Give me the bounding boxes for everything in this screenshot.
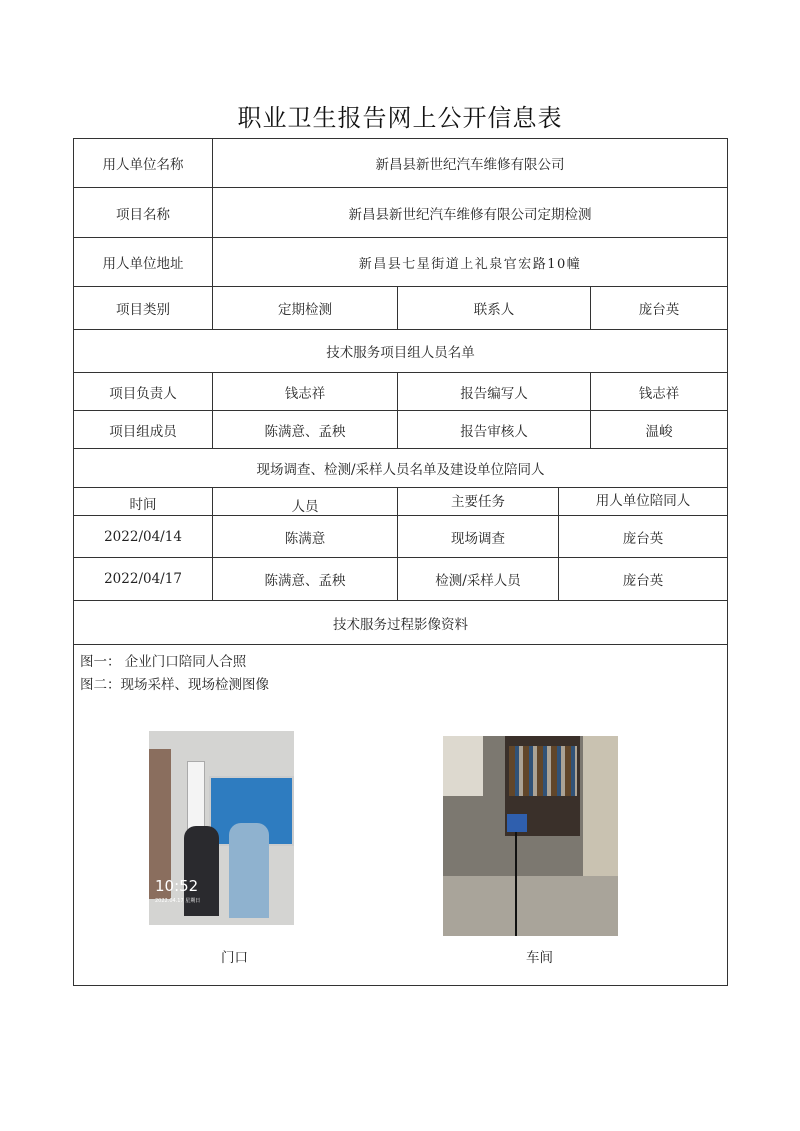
members-value: 陈满意、孟秧 [212, 410, 398, 449]
tripod [515, 832, 517, 936]
employer-address-value: 新昌县七星街道上礼泉官宏路10幢 [212, 237, 728, 287]
writer-label: 报告编写人 [397, 372, 591, 411]
employer-name-label: 用人单位名称 [73, 138, 213, 188]
col-header-personnel: 人员 [212, 487, 398, 516]
survey-heading: 现场调查、检测/采样人员名单及建设单位陪同人 [73, 448, 728, 488]
figure-2-caption: 图二：现场采样、现场检测图像 [80, 677, 269, 693]
survey-row-2-task: 检测/采样人员 [397, 557, 559, 601]
employer-name-value: 新昌县新世纪汽车维修有限公司 [212, 138, 728, 188]
team-heading: 技术服务项目组人员名单 [73, 329, 728, 373]
survey-row-2-personnel: 陈满意、孟秧 [212, 557, 398, 601]
survey-row-1-time: 2022/04/14 [73, 515, 213, 558]
workshop-photo-caption: 车间 [526, 950, 553, 966]
bottles [509, 746, 577, 796]
figure-1-caption: 图一： 企业门口陪同人合照 [80, 654, 247, 670]
contact-value: 庞台英 [590, 286, 728, 330]
gate-photo [149, 731, 294, 925]
survey-row-1-task: 现场调查 [397, 515, 559, 558]
workshop-photo [443, 736, 618, 936]
employer-address-label: 用人单位地址 [73, 237, 213, 287]
project-type-value: 定期检测 [212, 286, 398, 330]
col-header-task: 主要任务 [397, 487, 559, 516]
leader-value: 钱志祥 [212, 372, 398, 411]
reviewer-label: 报告审核人 [397, 410, 591, 449]
reviewer-value: 温峻 [590, 410, 728, 449]
survey-row-1-personnel: 陈满意 [212, 515, 398, 558]
survey-row-1-escort: 庞台英 [558, 515, 728, 558]
leader-label: 项目负责人 [73, 372, 213, 411]
project-name-label: 项目名称 [73, 187, 213, 238]
page-title: 职业卫生报告网上公开信息表 [237, 104, 563, 132]
col-header-escort: 用人单位陪同人 [558, 487, 728, 516]
photo-date: 2022.04.17 星期日 [155, 898, 201, 904]
members-label: 项目组成员 [73, 410, 213, 449]
project-name-value: 新昌县新世纪汽车维修有限公司定期检测 [212, 187, 728, 238]
col-header-time: 时间 [73, 487, 213, 516]
survey-row-2-escort: 庞台英 [558, 557, 728, 601]
media-heading: 技术服务过程影像资料 [73, 600, 728, 645]
person-right [229, 823, 269, 918]
shelf-right [583, 736, 618, 896]
doorway-light [443, 736, 483, 796]
floor [443, 876, 618, 936]
photo-timestamp: 10:52 [155, 877, 199, 895]
gate-photo-caption: 门口 [221, 950, 248, 966]
survey-row-2-time: 2022/04/17 [73, 557, 213, 601]
project-type-label: 项目类别 [73, 286, 213, 330]
writer-value: 钱志祥 [590, 372, 728, 411]
detector-device [507, 814, 527, 832]
contact-label: 联系人 [397, 286, 591, 330]
